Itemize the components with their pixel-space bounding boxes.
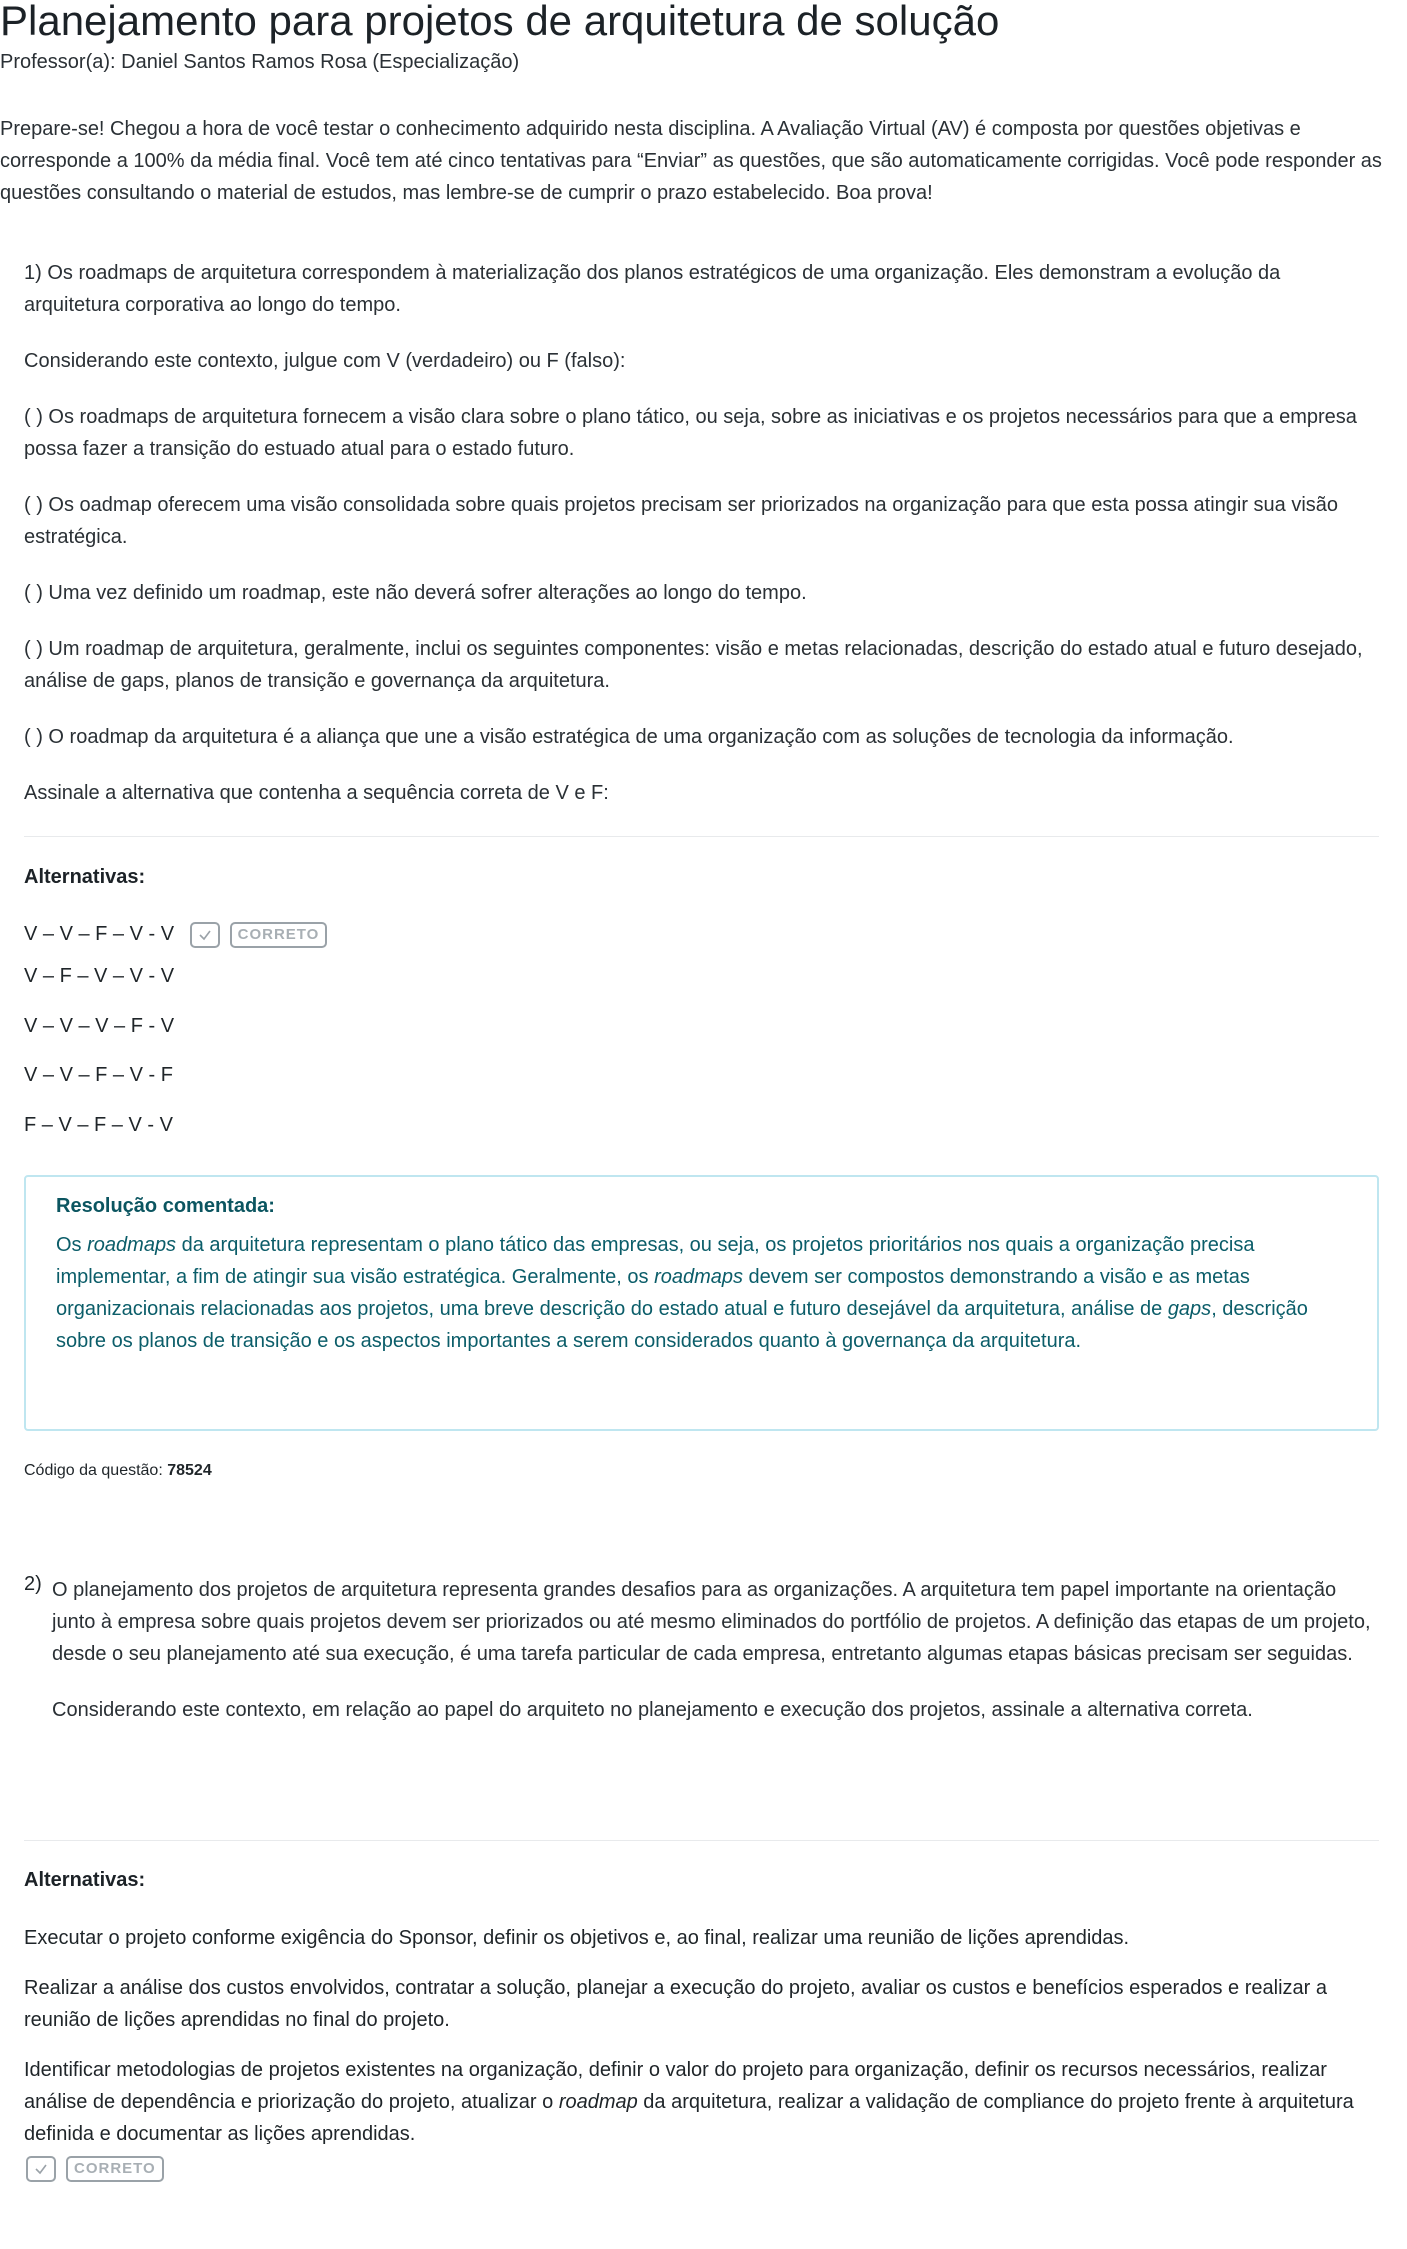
question-2-alternatives-heading: Alternativas: — [24, 1869, 146, 1891]
question-2-alternative-3[interactable]: Identificar metodologias de projetos existentes na organização, definir o valor do projeto para organização, definir os recursos necessários, realizar análise de dependência e priorização do projeto, atualizar o roadmap da arquitetura, realizar a validação de compliance do projeto frente à arquitetura definida e documentar as lições aprendidas. — [24, 2059, 1354, 2145]
question-1-alternative-2[interactable]: V – F – V – V - V — [24, 965, 175, 987]
check-icon — [26, 2156, 56, 2182]
intro-text: Prepare-se! Chegou a hora de você testar o conhecimento adquirido nesta disciplina. A Avaliação Virtual (AV) é composta por questões objetivas e corresponde a 100% da média final. Você tem até cinco tentativas para “Enviar” as questões, que são automaticamente corrigidas. Você pode responder as questões consultando o material de estudos, mas lembre-se de cumprir o prazo estabelecido. Boa prova! — [0, 118, 1382, 204]
question-1-item-1: ( ) Os roadmaps de arquitetura fornecem a visão clara sobre o plano tático, ou seja, sobre as iniciativas e os projetos necessários para que a empresa possa fazer a transição do estuado atual para o estado futuro. — [24, 406, 1357, 460]
professor-line: Professor(a): Daniel Santos Ramos Rosa (Especialização) — [0, 51, 520, 73]
resolution-box — [24, 1175, 1379, 1431]
question-1-alternative-4[interactable]: V – V – F – V - F — [24, 1064, 173, 1086]
question-1-item-2: ( ) Os oadmap oferecem uma visão consolidada sobre quais projetos precisam ser priorizados na organização para que esta possa atingir sua visão estratégica. — [24, 494, 1339, 548]
question-code-value: 78524 — [167, 1462, 212, 1479]
question-2 — [52, 1574, 1382, 1750]
page-title: Planejamento para projetos de arquitetura de solução — [0, 0, 1000, 44]
divider — [24, 1840, 1379, 1841]
question-1-item-5: ( ) O roadmap da arquitetura é a aliança que une a visão estratégica de uma organização com as soluções de tecnologia da informação. — [24, 726, 1234, 748]
question-2-statement: O planejamento dos projetos de arquitetura representa grandes desafios para as organizações. A arquitetura tem papel importante na orientação junto à empresa sobre quais projetos devem ser priorizados ou até mesmo eliminados do portfólio de projetos. A definição das etapas de um projeto, desde o seu planejamento até sua execução, é uma tarefa particular de cada empresa, entretanto algumas etapas básicas precisam ser seguidas. — [52, 1579, 1371, 1665]
question-1-alternative-1[interactable] — [24, 918, 327, 951]
question-1 — [24, 257, 1379, 833]
question-2-alternative-1[interactable]: Executar o projeto conforme exigência do Sponsor, definir os objetivos e, ao final, realizar uma reunião de lições aprendidas. — [24, 1927, 1130, 1949]
question-2-correct-marker — [26, 2156, 164, 2182]
correct-badge: CORRETO — [66, 2156, 164, 2182]
alternative-label: V – V – F – V - V — [24, 923, 175, 945]
divider — [24, 836, 1379, 837]
resolution-title: Resolução comentada: — [56, 1195, 275, 1217]
question-1-context: Considerando este contexto, julgue com V (verdadeiro) ou F (falso): — [24, 350, 626, 372]
question-2-number: 2) — [24, 1573, 42, 1595]
question-1-alternative-3[interactable]: V – V – V – F - V — [24, 1015, 175, 1037]
correct-marker — [180, 919, 328, 951]
question-1-statement: 1) Os roadmaps de arquitetura correspondem à materialização dos planos estratégicos de uma organização. Eles demonstram a evolução da arquitetura corporativa ao longo do tempo. — [24, 262, 1281, 316]
question-1-alternative-5[interactable]: F – V – F – V - V — [24, 1114, 173, 1136]
correct-badge: CORRETO — [230, 922, 328, 948]
question-1-item-4: ( ) Um roadmap de arquitetura, geralmente, inclui os seguintes componentes: visão e metas relacionadas, descrição do estado atual e futuro desejado, análise de gaps, planos de transição e governança da arquitetura. — [24, 638, 1363, 692]
resolution-text: Os roadmaps da arquitetura representam o plano tático das empresas, ou seja, os projetos prioritários nos quais a organização precisa implementar, a fim de atingir sua visão estratégica. Geralmente, os roadmaps devem ser compostos demonstrando a visão e as metas organizacionais relacionadas aos projetos, uma breve descrição do estado atual e futuro desejável da arquitetura, análise de gaps, descrição sobre os planos de transição e os aspectos importantes a serem considerados quanto à governança da arquitetura. — [56, 1234, 1308, 1352]
question-2-alternative-2[interactable]: Realizar a análise dos custos envolvidos, contratar a solução, planejar a execução do projeto, avaliar os custos e benefícios esperados e realizar a reunião de lições aprendidas no final do projeto. — [24, 1977, 1327, 2031]
question-2-context: Considerando este contexto, em relação ao papel do arquiteto no planejamento e execução dos projetos, assinale a alternativa correta. — [52, 1699, 1253, 1721]
question-1-prompt: Assinale a alternativa que contenha a sequência correta de V e F: — [24, 782, 609, 804]
question-code: Código da questão: 78524 — [24, 1462, 212, 1479]
question-1-item-3: ( ) Uma vez definido um roadmap, este não deverá sofrer alterações ao longo do tempo. — [24, 582, 807, 604]
question-1-alternatives-heading: Alternativas: — [24, 866, 146, 888]
check-icon — [190, 922, 220, 948]
